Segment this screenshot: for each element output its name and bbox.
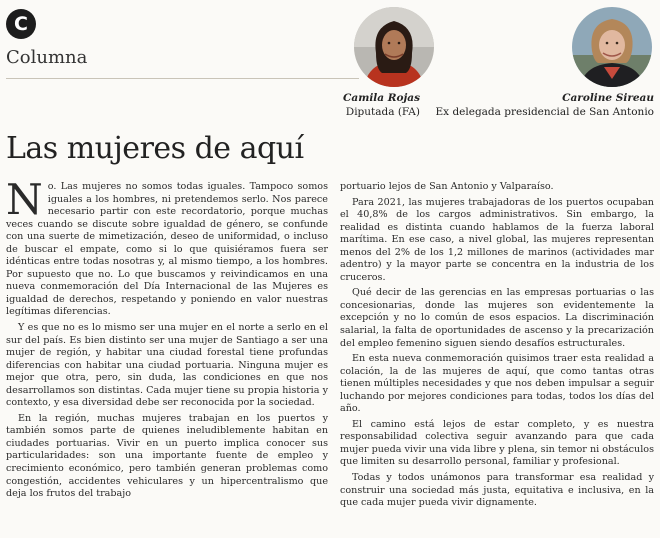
author-photo-camila-rojas [354, 7, 434, 87]
article-paragraph: Y es que no es lo mismo ser una mujer en el norte a serlo en el sur del país. Es bien distinto ser una mujer de Santiago a ser una mujer de región, y habitar una ciudad forestal tiene profundas diferencias con habitar una ciudad portuaria. Ninguna mujer es mejor que otra, pero, sin duda, las condiciones en que nos desarrollamos son distintas. Cada mujer tiene su propia historia y contexto, y esa diversidad debe ser reconocida por la sociedad. [6, 322, 328, 409]
article-column-left [6, 175, 328, 504]
article-paragraph: En esta nueva conmemoración quisimos traer esta realidad a colación, la de las mujeres de aquí, que como tantas otras tienen múltiples necesidades y que nos deben impulsar a seguir luchando por mejores condiciones para todas, todos los días del año. [340, 353, 654, 415]
article-paragraph: Todas y todos unámonos para transformar esa realidad y construir una sociedad más justa, equitativa e inclusiva, en la que cada mujer pueda vivir dignamente. [340, 472, 654, 509]
author-name: Caroline Sireau [562, 92, 654, 104]
article-paragraph: Qué decir de las gerencias en las empresas portuarias o las concesionarias, donde las mujeres son evidentemente la excepción y no lo común de esos espacios. La discriminación salarial, la falta de oportunidades de ascenso y la precarización del empleo femenino siguen siendo desafíos estructurales. [340, 287, 654, 349]
article-title: Las mujeres de aquí [6, 131, 304, 166]
article-paragraph: portuario lejos de San Antonio y Valparaíso. [340, 181, 554, 192]
author-name: Camila Rojas [343, 92, 420, 104]
header-rule [6, 78, 359, 79]
section-label: Columna [6, 47, 88, 68]
article-paragraph: Para 2021, las mujeres trabajadoras de los puertos ocupaban el 40,8% de los cargos administrativos. Sin embargo, la realidad es distinta cuando hablamos de la fuerza laboral marítima. En ese caso, a nivel global, las mujeres representan menos del 2% de los 1,2 millones de marinos (actividades mar adentro) y la mayor parte se concentra en la industria de los cruceros. [340, 196, 654, 283]
author-role: Ex delegada presidencial de San Antonio [435, 106, 654, 118]
article-paragraph: En la región, muchas mujeres trabajan en los puertos y también somos parte de quienes ineludiblemente habitan en ciudades portuarias. Vivir en un puerto implica conocer sus particularidades: son una importante fuente de empleo y crecimiento económico, pero también generan problemas como congestión, accidentes vehiculares y un hipercentralismo que deja los frutos del trabajo [6, 412, 328, 500]
section-badge: C [6, 9, 36, 39]
author-photo-caroline-sireau [572, 7, 652, 87]
article-paragraph: No. Las mujeres no somos todas iguales. Tampoco somos iguales a los hombres, ni pretendemos serlo. Nos parece necesario partir con este recordatorio, porque muchas veces cuando se discute sobre igualdad de género, se confunde con una suerte de mimetización, deseo de uniformidad, o incluso de buscar el empate, como si lo que quisiéramos fuera ser idénticas entre todas nosotras y, al mismo tiempo, a los hombres. Por supuesto que no. Lo que buscamos y reivindicamos en una nueva conmemoración del Día Internacional de las Mujeres es igualdad de derechos, respetando y poniendo en valor nuestras legítimas diferencias. [6, 175, 328, 318]
author-role: Diputada (FA) [345, 106, 420, 118]
article-paragraph: El camino está lejos de estar completo, y es nuestra responsabilidad colectiva seguir avanzando para que cada mujer pueda vivir una vida libre y plena, sin temor ni obstáculos que limiten su desarrollo personal, familiar y profesional. [340, 418, 654, 468]
drop-cap: N [6, 175, 43, 224]
article-column-right [340, 181, 654, 513]
